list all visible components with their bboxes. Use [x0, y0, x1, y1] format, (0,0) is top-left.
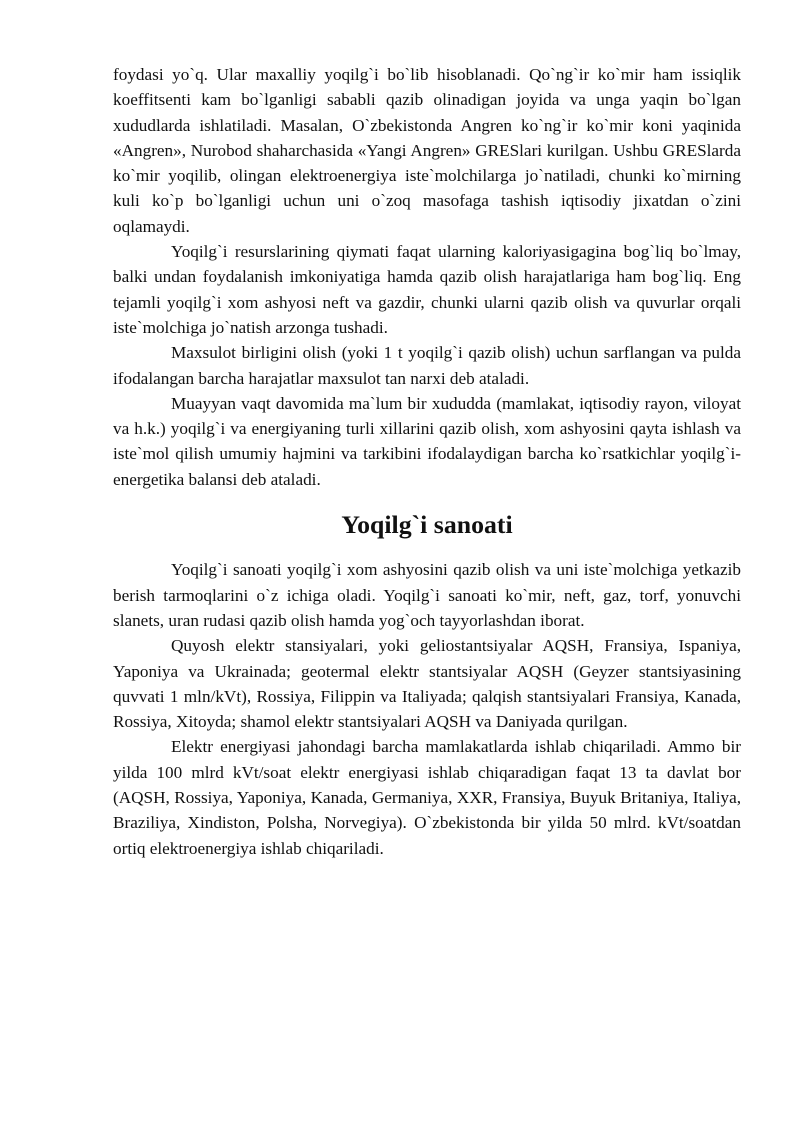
paragraph-fuel-industry: Yoqilg`i sanoati yoqilg`i xom ashyosini qazib olish va uni iste`molchiga yetkazib berish tarmoqlarini o`z ichiga oladi. Yoqilg`i sanoati ko`mir, neft, gaz, torf, yonuvchi slanets, uran rudasi qazib olish hamda yog`och tayyorlashdan iborat.	[113, 560, 741, 630]
paragraph-electricity-production: Elektr energiyasi jahondagi barcha mamlakatlarda ishlab chiqariladi. Ammo bir yilda 100 mlrd kVt/soat elektr energiyasi ishlab chiqaradigan faqat 13 ta davlat bor (AQSH, Rossiya, Yaponiya, Kanada, Germaniya, XXR, Fransiya, Buyuk Britaniya, Italiya, Braziliya, Xindiston, Polsha, Norvegiya). O`zbekistonda bir yilda 50 mlrd. kVt/soatdan ortiq elektroenergiya ishlab chiqariladi.	[113, 737, 741, 858]
paragraph-power-stations: Quyosh elektr stansiyalari, yoki geliostantsiyalar AQSH, Fransiya, Ispaniya, Yaponiya va Ukrainada; geotermal elektr stantsiyalar AQSH (Geyzer stantsiyasining quvvati 1 mln/kVt), Rossiya, Filippin va Italiyada; qalqish stantsiyalari Fransiya, Kanada, Rossiya, Xitoyda; shamol elektr stantsiyalari AQSH va Daniyada qurilgan.	[113, 636, 741, 732]
section-heading: Yoqilg`i sanoati	[341, 510, 513, 540]
paragraph-energy-balance: Muayyan vaqt davomida ma`lum bir xududda (mamlakat, iqtisodiy rayon, viloyat va h.k.) yoqilg`i va energiyaning turli xillarini qazib olish, xom ashyosini qayta ishlash va iste`mol qilish umumiy hajmini va tarkibini ifodalaydigan barcha ko`rsatkichlar yoqilg`i-energetika balansi deb ataladi.	[113, 393, 741, 489]
paragraph-cost-price: Maxsulot birligini olish (yoki 1 t yoqilg`i qazib olish) uchun sarflangan va pulda ifodalangan barcha harajatlar maxsulot tan narxi deb ataladi.	[113, 343, 741, 388]
document-page	[113, 62, 741, 861]
paragraph-coal-usage: foydasi yo`q. Ular maxalliy yoqilg`i bo`lib hisoblanadi. Qo`ng`ir ko`mir ham issiqlik koeffitsenti kam bo`lganligi sababli qazib olinadigan joyida va unga yaqin bo`lgan xududlarda ishlatiladi. Masalan, O`zbekistonda Angren ko`ng`ir ko`mir koni yaqinida «Angren», Nurobod shaharchasida «Yangi Angren» GRESlari kurilgan. Ushbu GRESlarda ko`mir yoqilib, olingan elektroenergiya iste`molchilarga jo`natiladi, chunki ko`mirning kuli ko`p bo`lganligi uchun uni o`zoq masofaga tashish iqtisodiy jixatdan o`zini oqlamaydi.	[113, 65, 741, 236]
paragraph-fuel-value: Yoqilg`i resurslarining qiymati faqat ularning kaloriyasigagina bog`liq bo`lmay, balki undan foydalanish imkoniyatiga hamda qazib olish harajatlariga ham bog`liq. Eng tejamli yoqilg`i xom ashyosi neft va gazdir, chunki ularni qazib olish va quvurlar orqali iste`molchiga jo`natish arzonga tushadi.	[113, 242, 741, 337]
